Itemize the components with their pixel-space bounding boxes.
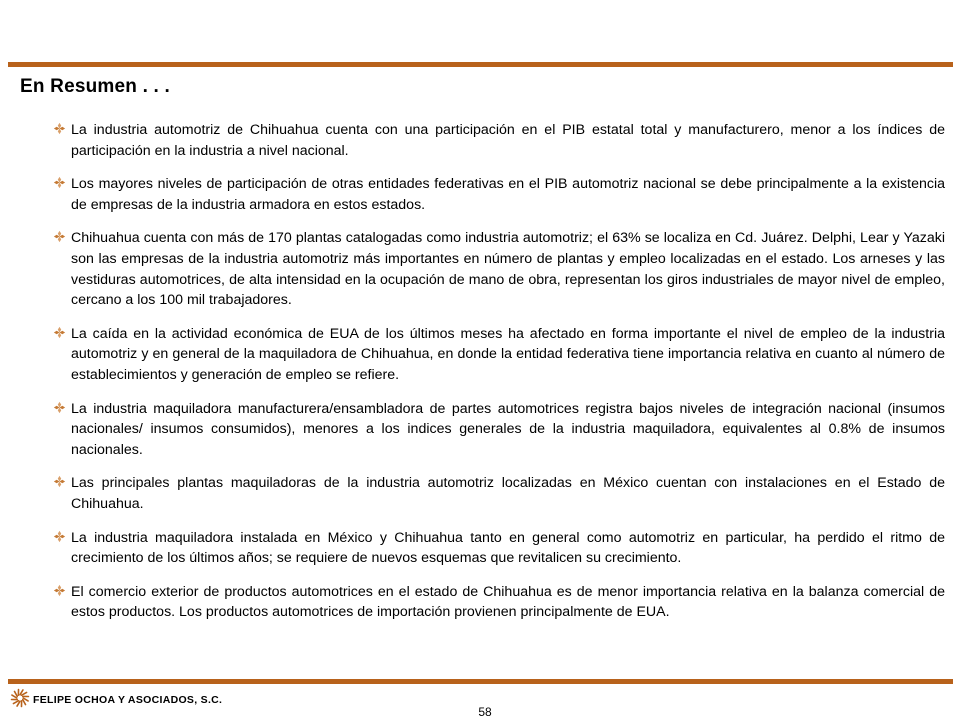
summary-bullet-item — [52, 120, 945, 161]
page-title: En Resumen . . . — [20, 76, 170, 97]
bullet-text: La caída en la actividad económica de EUA de los últimos meses ha afectado en forma importante el nivel de empleo de la industria automotriz y en general de la maquiladora de Chihuahua, en donde la entidad federativa tiene importancia relativa en cuanto al número de establecimientos y generación de empleo se refiere. — [71, 325, 945, 383]
diamond-bullet-icon — [53, 326, 66, 339]
bullet-text: Las principales plantas maquiladoras de la industria automotriz localizadas en México cuentan con instalaciones en el Estado de Chihuahua. — [71, 475, 945, 512]
diamond-bullet-icon — [53, 530, 66, 543]
diamond-bullet-icon — [53, 584, 66, 597]
summary-bullet-item — [52, 399, 945, 461]
summary-bullet-item — [52, 324, 945, 386]
summary-bullet-item — [52, 228, 945, 310]
footer-branding — [10, 688, 222, 708]
bullet-text: La industria automotriz de Chihuahua cuenta con una participación en el PIB estatal total y manufacturero, menor a los índices de participación en la industria a nivel nacional. — [71, 122, 945, 159]
company-name: FELIPE OCHOA Y ASOCIADOS, S.C. — [33, 694, 223, 706]
bullet-text: La industria maquiladora instalada en México y Chihuahua tanto en general como automotriz en particular, ha perdido el ritmo de crecimiento de los últimos años; se requiere de nuevos esquemas que revitalicen su crecimiento. — [71, 529, 945, 567]
top-divider — [8, 62, 953, 67]
summary-bullet-item — [52, 582, 945, 623]
diamond-bullet-icon — [53, 122, 66, 135]
diamond-bullet-icon — [53, 401, 66, 414]
bullet-text: Los mayores niveles de participación de otras entidades federativas en el PIB automotriz nacional se debe principalmente a la existencia de empresas de la industria armadora en estos estados. — [71, 176, 945, 213]
summary-bullet-list — [52, 120, 945, 636]
summary-bullet-item — [52, 473, 945, 514]
page-number: 58 — [478, 705, 492, 719]
bottom-divider — [8, 679, 953, 684]
bullet-text: Chihuahua cuenta con más de 170 plantas catalogadas como industria automotriz; el 63% se localiza en Cd. Juárez. Delphi, Lear y Yazaki son las empresas de la industria automotriz más importantes en número de plantas y empleo localizadas en el estado. Los arneses y las vestiduras automotrices, de alta intensidad en la ocupación de mano de obra, representan los giros industriales de mayor nivel de empleo, cercano a los 100 mil trabajadores. — [71, 230, 945, 309]
diamond-bullet-icon — [53, 176, 66, 189]
bullet-text: La industria maquiladora manufacturera/ensambladora de partes automotrices registra bajos niveles de integración nacional (insumos nacionales/ insumos consumidos), menores a los indices generales de la industria maquiladora, equivalentes al 0.8% de insumos nacionales. — [71, 400, 945, 458]
summary-bullet-item — [52, 528, 945, 569]
sunburst-logo-icon — [10, 688, 30, 708]
summary-bullet-item — [52, 174, 945, 215]
diamond-bullet-icon — [53, 230, 66, 243]
diamond-bullet-icon — [53, 475, 66, 488]
bullet-text: El comercio exterior de productos automotrices en el estado de Chihuahua es de menor importancia relativa en la balanza comercial de estos productos. Los productos automotrices de importación provienen principalmente de EUA. — [71, 583, 945, 621]
